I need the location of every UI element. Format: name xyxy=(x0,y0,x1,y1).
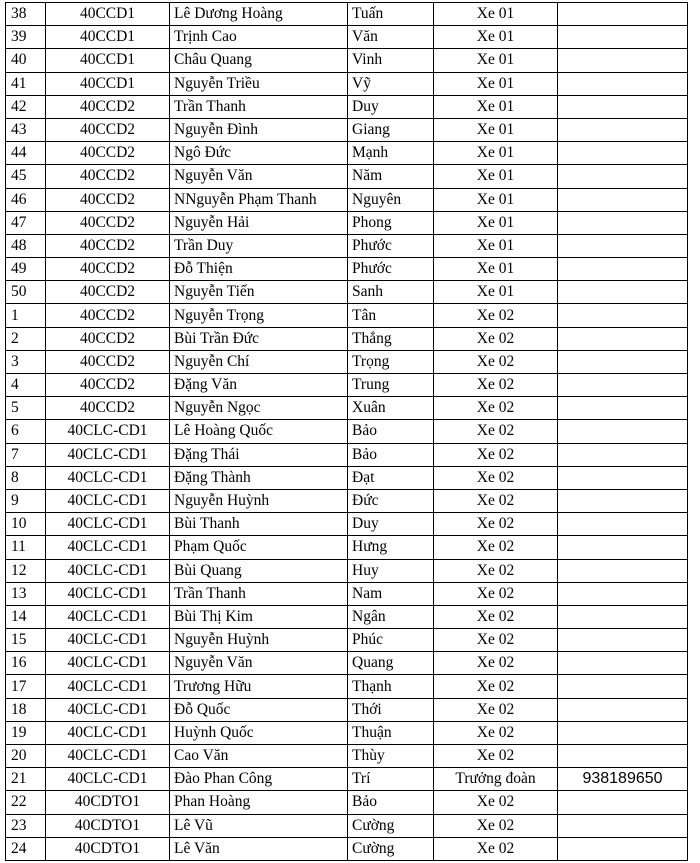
vehicle-cell: Xe 01 xyxy=(434,281,558,304)
table-row xyxy=(6,582,688,605)
given-name-cell: Tân xyxy=(348,304,434,327)
vehicle-cell: Xe 02 xyxy=(434,327,558,350)
table-row xyxy=(6,72,688,95)
vehicle-cell: Xe 01 xyxy=(434,258,558,281)
table-row xyxy=(6,837,688,860)
row-number-cell: 50 xyxy=(6,281,46,304)
row-number-cell: 7 xyxy=(6,443,46,466)
row-number-cell: 19 xyxy=(6,721,46,744)
surname-cell: Nguyễn Huỳnh xyxy=(170,489,348,512)
row-number-cell: 24 xyxy=(6,837,46,860)
row-number-cell: 42 xyxy=(6,95,46,118)
given-name-cell: Cường xyxy=(348,814,434,837)
class-code-cell: 40CLC-CD1 xyxy=(46,582,170,605)
table-body xyxy=(6,3,688,861)
surname-cell: Bùi Thị Kim xyxy=(170,605,348,628)
phone-cell xyxy=(558,281,688,304)
table-row xyxy=(6,165,688,188)
surname-cell: Nguyễn Hải xyxy=(170,211,348,234)
row-number-cell: 3 xyxy=(6,350,46,373)
row-number-cell: 39 xyxy=(6,26,46,49)
row-number-cell: 4 xyxy=(6,374,46,397)
row-number-cell: 38 xyxy=(6,3,46,26)
class-code-cell: 40CCD2 xyxy=(46,304,170,327)
given-name-cell: Thạnh xyxy=(348,675,434,698)
class-code-cell: 40CLC-CD1 xyxy=(46,559,170,582)
row-number-cell: 15 xyxy=(6,629,46,652)
vehicle-cell: Xe 02 xyxy=(434,513,558,536)
vehicle-cell: Xe 01 xyxy=(434,142,558,165)
surname-cell: Bùi Thanh xyxy=(170,513,348,536)
phone-cell xyxy=(558,791,688,814)
surname-cell: Trần Thanh xyxy=(170,582,348,605)
phone-cell xyxy=(558,258,688,281)
vehicle-cell: Xe 02 xyxy=(434,350,558,373)
class-code-cell: 40CCD2 xyxy=(46,281,170,304)
surname-cell: Đào Phan Công xyxy=(170,768,348,791)
surname-cell: Lê Hoàng Quốc xyxy=(170,420,348,443)
given-name-cell: Trung xyxy=(348,374,434,397)
table-row xyxy=(6,513,688,536)
table-row xyxy=(6,698,688,721)
row-number-cell: 17 xyxy=(6,675,46,698)
vehicle-cell: Xe 02 xyxy=(434,745,558,768)
class-code-cell: 40CLC-CD1 xyxy=(46,489,170,512)
vehicle-cell: Xe 01 xyxy=(434,234,558,257)
table-row xyxy=(6,489,688,512)
class-code-cell: 40CCD2 xyxy=(46,142,170,165)
surname-cell: Đỗ Thiện xyxy=(170,258,348,281)
vehicle-cell: Xe 02 xyxy=(434,420,558,443)
table-row xyxy=(6,675,688,698)
vehicle-cell: Trưởng đoàn xyxy=(434,768,558,791)
given-name-cell: Mạnh xyxy=(348,142,434,165)
vehicle-cell: Xe 01 xyxy=(434,188,558,211)
row-number-cell: 11 xyxy=(6,536,46,559)
vehicle-cell: Xe 02 xyxy=(434,536,558,559)
phone-cell xyxy=(558,234,688,257)
class-code-cell: 40CLC-CD1 xyxy=(46,513,170,536)
table-row xyxy=(6,234,688,257)
phone-cell xyxy=(558,304,688,327)
surname-cell: Nguyễn Triều xyxy=(170,72,348,95)
vehicle-cell: Xe 02 xyxy=(434,397,558,420)
given-name-cell: Đức xyxy=(348,489,434,512)
given-name-cell: Bảo xyxy=(348,420,434,443)
class-code-cell: 40CCD2 xyxy=(46,95,170,118)
class-code-cell: 40CCD2 xyxy=(46,327,170,350)
class-code-cell: 40CLC-CD1 xyxy=(46,652,170,675)
given-name-cell: Nguyên xyxy=(348,188,434,211)
table-row xyxy=(6,327,688,350)
vehicle-cell: Xe 02 xyxy=(434,559,558,582)
table-row xyxy=(6,350,688,373)
row-number-cell: 48 xyxy=(6,234,46,257)
row-number-cell: 1 xyxy=(6,304,46,327)
surname-cell: Nguyễn Chí xyxy=(170,350,348,373)
phone-cell xyxy=(558,95,688,118)
table-row xyxy=(6,443,688,466)
vehicle-cell: Xe 02 xyxy=(434,489,558,512)
vehicle-cell: Xe 01 xyxy=(434,165,558,188)
phone-cell xyxy=(558,165,688,188)
phone-cell xyxy=(558,420,688,443)
surname-cell: Nguyễn Ngọc xyxy=(170,397,348,420)
phone-cell xyxy=(558,629,688,652)
given-name-cell: Phước xyxy=(348,234,434,257)
surname-cell: NNguyễn Phạm Thanh xyxy=(170,188,348,211)
phone-cell xyxy=(558,443,688,466)
given-name-cell: Bảo xyxy=(348,443,434,466)
class-code-cell: 40CCD2 xyxy=(46,374,170,397)
given-name-cell: Trí xyxy=(348,768,434,791)
class-code-cell: 40CLC-CD1 xyxy=(46,698,170,721)
class-code-cell: 40CCD2 xyxy=(46,258,170,281)
table-row xyxy=(6,304,688,327)
given-name-cell: Nam xyxy=(348,582,434,605)
surname-cell: Lê Dương Hoàng xyxy=(170,3,348,26)
surname-cell: Nguyễn Đình xyxy=(170,118,348,141)
surname-cell: Nguyễn Văn xyxy=(170,652,348,675)
given-name-cell: Bảo xyxy=(348,791,434,814)
phone-cell xyxy=(558,698,688,721)
given-name-cell: Tuấn xyxy=(348,3,434,26)
row-number-cell: 2 xyxy=(6,327,46,350)
table-row xyxy=(6,188,688,211)
row-number-cell: 18 xyxy=(6,698,46,721)
class-code-cell: 40CDTO1 xyxy=(46,837,170,860)
table-row xyxy=(6,466,688,489)
surname-cell: Trịnh Cao xyxy=(170,26,348,49)
given-name-cell: Thới xyxy=(348,698,434,721)
phone-cell xyxy=(558,211,688,234)
given-name-cell: Phong xyxy=(348,211,434,234)
row-number-cell: 45 xyxy=(6,165,46,188)
surname-cell: Đặng Thái xyxy=(170,443,348,466)
phone-cell xyxy=(558,26,688,49)
table-row xyxy=(6,3,688,26)
surname-cell: Trần Duy xyxy=(170,234,348,257)
surname-cell: Huỳnh Quốc xyxy=(170,721,348,744)
table-row xyxy=(6,118,688,141)
given-name-cell: Phước xyxy=(348,258,434,281)
phone-cell xyxy=(558,397,688,420)
table-row xyxy=(6,745,688,768)
table-row xyxy=(6,258,688,281)
given-name-cell: Vỹ xyxy=(348,72,434,95)
vehicle-cell: Xe 01 xyxy=(434,118,558,141)
given-name-cell: Cường xyxy=(348,837,434,860)
surname-cell: Lê Vũ xyxy=(170,814,348,837)
phone-cell xyxy=(558,675,688,698)
row-number-cell: 21 xyxy=(6,768,46,791)
given-name-cell: Thắng xyxy=(348,327,434,350)
given-name-cell: Đạt xyxy=(348,466,434,489)
table-row xyxy=(6,95,688,118)
table-row xyxy=(6,281,688,304)
surname-cell: Ngô Đức xyxy=(170,142,348,165)
phone-cell xyxy=(558,350,688,373)
given-name-cell: Phúc xyxy=(348,629,434,652)
table-row xyxy=(6,49,688,72)
class-code-cell: 40CCD2 xyxy=(46,188,170,211)
surname-cell: Nguyễn Trọng xyxy=(170,304,348,327)
phone-cell xyxy=(558,466,688,489)
row-number-cell: 49 xyxy=(6,258,46,281)
row-number-cell: 22 xyxy=(6,791,46,814)
table-row xyxy=(6,721,688,744)
table-row xyxy=(6,629,688,652)
surname-cell: Lê Văn xyxy=(170,837,348,860)
class-code-cell: 40CLC-CD1 xyxy=(46,536,170,559)
class-code-cell: 40CCD1 xyxy=(46,49,170,72)
phone-cell xyxy=(558,513,688,536)
phone-cell xyxy=(558,582,688,605)
row-number-cell: 43 xyxy=(6,118,46,141)
phone-cell xyxy=(558,72,688,95)
vehicle-cell: Xe 02 xyxy=(434,304,558,327)
given-name-cell: Thuận xyxy=(348,721,434,744)
phone-cell xyxy=(558,118,688,141)
phone-cell xyxy=(558,489,688,512)
surname-cell: Đỗ Quốc xyxy=(170,698,348,721)
class-code-cell: 40CLC-CD1 xyxy=(46,443,170,466)
given-name-cell: Văn xyxy=(348,26,434,49)
surname-cell: Cao Văn xyxy=(170,745,348,768)
phone-cell xyxy=(558,745,688,768)
vehicle-cell: Xe 02 xyxy=(434,652,558,675)
given-name-cell: Huy xyxy=(348,559,434,582)
row-number-cell: 14 xyxy=(6,605,46,628)
vehicle-cell: Xe 02 xyxy=(434,582,558,605)
class-code-cell: 40CLC-CD1 xyxy=(46,675,170,698)
row-number-cell: 47 xyxy=(6,211,46,234)
table-row xyxy=(6,605,688,628)
row-number-cell: 12 xyxy=(6,559,46,582)
row-number-cell: 6 xyxy=(6,420,46,443)
vehicle-cell: Xe 02 xyxy=(434,698,558,721)
surname-cell: Phạm Quốc xyxy=(170,536,348,559)
class-code-cell: 40CCD2 xyxy=(46,118,170,141)
phone-cell xyxy=(558,49,688,72)
surname-cell: Trương Hữu xyxy=(170,675,348,698)
vehicle-cell: Xe 02 xyxy=(434,374,558,397)
vehicle-cell: Xe 02 xyxy=(434,814,558,837)
table-row xyxy=(6,374,688,397)
class-code-cell: 40CCD2 xyxy=(46,397,170,420)
class-code-cell: 40CCD1 xyxy=(46,72,170,95)
table-row xyxy=(6,142,688,165)
surname-cell: Bùi Quang xyxy=(170,559,348,582)
vehicle-cell: Xe 02 xyxy=(434,721,558,744)
row-number-cell: 41 xyxy=(6,72,46,95)
class-code-cell: 40CLC-CD1 xyxy=(46,420,170,443)
vehicle-cell: Xe 01 xyxy=(434,26,558,49)
class-code-cell: 40CLC-CD1 xyxy=(46,629,170,652)
class-code-cell: 40CCD2 xyxy=(46,165,170,188)
given-name-cell: Vinh xyxy=(348,49,434,72)
surname-cell: Nguyễn Văn xyxy=(170,165,348,188)
class-code-cell: 40CCD2 xyxy=(46,350,170,373)
class-code-cell: 40CCD2 xyxy=(46,234,170,257)
row-number-cell: 10 xyxy=(6,513,46,536)
table-row xyxy=(6,768,688,791)
row-number-cell: 8 xyxy=(6,466,46,489)
given-name-cell: Xuân xyxy=(348,397,434,420)
given-name-cell: Giang xyxy=(348,118,434,141)
surname-cell: Bùi Trần Đức xyxy=(170,327,348,350)
class-code-cell: 40CLC-CD1 xyxy=(46,768,170,791)
vehicle-cell: Xe 01 xyxy=(434,3,558,26)
surname-cell: Châu Quang xyxy=(170,49,348,72)
vehicle-cell: Xe 02 xyxy=(434,443,558,466)
vehicle-cell: Xe 02 xyxy=(434,791,558,814)
given-name-cell: Duy xyxy=(348,95,434,118)
table-row xyxy=(6,211,688,234)
phone-cell xyxy=(558,721,688,744)
row-number-cell: 20 xyxy=(6,745,46,768)
row-number-cell: 44 xyxy=(6,142,46,165)
phone-cell xyxy=(558,814,688,837)
phone-cell xyxy=(558,605,688,628)
given-name-cell: Duy xyxy=(348,513,434,536)
row-number-cell: 9 xyxy=(6,489,46,512)
surname-cell: Đặng Thành xyxy=(170,466,348,489)
vehicle-cell: Xe 01 xyxy=(434,72,558,95)
given-name-cell: Trọng xyxy=(348,350,434,373)
class-code-cell: 40CDTO1 xyxy=(46,791,170,814)
vehicle-cell: Xe 01 xyxy=(434,49,558,72)
class-code-cell: 40CLC-CD1 xyxy=(46,466,170,489)
phone-cell xyxy=(558,837,688,860)
vehicle-cell: Xe 02 xyxy=(434,837,558,860)
phone-cell xyxy=(558,327,688,350)
surname-cell: Nguyễn Huỳnh xyxy=(170,629,348,652)
given-name-cell: Ngân xyxy=(348,605,434,628)
table-row xyxy=(6,652,688,675)
vehicle-cell: Xe 02 xyxy=(434,629,558,652)
surname-cell: Trần Thanh xyxy=(170,95,348,118)
phone-cell: 938189650 xyxy=(558,768,688,791)
row-number-cell: 46 xyxy=(6,188,46,211)
given-name-cell: Hưng xyxy=(348,536,434,559)
class-code-cell: 40CLC-CD1 xyxy=(46,605,170,628)
given-name-cell: Sanh xyxy=(348,281,434,304)
table-row xyxy=(6,791,688,814)
row-number-cell: 23 xyxy=(6,814,46,837)
vehicle-cell: Xe 02 xyxy=(434,675,558,698)
table-row xyxy=(6,397,688,420)
row-number-cell: 5 xyxy=(6,397,46,420)
class-code-cell: 40CDTO1 xyxy=(46,814,170,837)
class-code-cell: 40CCD1 xyxy=(46,3,170,26)
phone-cell xyxy=(558,3,688,26)
row-number-cell: 16 xyxy=(6,652,46,675)
given-name-cell: Quang xyxy=(348,652,434,675)
vehicle-cell: Xe 02 xyxy=(434,466,558,489)
phone-cell xyxy=(558,188,688,211)
table-row xyxy=(6,814,688,837)
table-row xyxy=(6,559,688,582)
class-code-cell: 40CCD1 xyxy=(46,26,170,49)
table-row xyxy=(6,420,688,443)
phone-cell xyxy=(558,536,688,559)
row-number-cell: 13 xyxy=(6,582,46,605)
phone-cell xyxy=(558,374,688,397)
surname-cell: Đặng Văn xyxy=(170,374,348,397)
row-number-cell: 40 xyxy=(6,49,46,72)
class-code-cell: 40CCD2 xyxy=(46,211,170,234)
vehicle-cell: Xe 01 xyxy=(434,211,558,234)
surname-cell: Phan Hoàng xyxy=(170,791,348,814)
phone-cell xyxy=(558,652,688,675)
vehicle-cell: Xe 02 xyxy=(434,605,558,628)
class-code-cell: 40CLC-CD1 xyxy=(46,745,170,768)
given-name-cell: Thùy xyxy=(348,745,434,768)
class-code-cell: 40CLC-CD1 xyxy=(46,721,170,744)
table-row xyxy=(6,26,688,49)
table-row xyxy=(6,536,688,559)
surname-cell: Nguyễn Tiến xyxy=(170,281,348,304)
given-name-cell: Năm xyxy=(348,165,434,188)
vehicle-cell: Xe 01 xyxy=(434,95,558,118)
phone-cell xyxy=(558,559,688,582)
student-list-table xyxy=(5,2,688,861)
phone-cell xyxy=(558,142,688,165)
